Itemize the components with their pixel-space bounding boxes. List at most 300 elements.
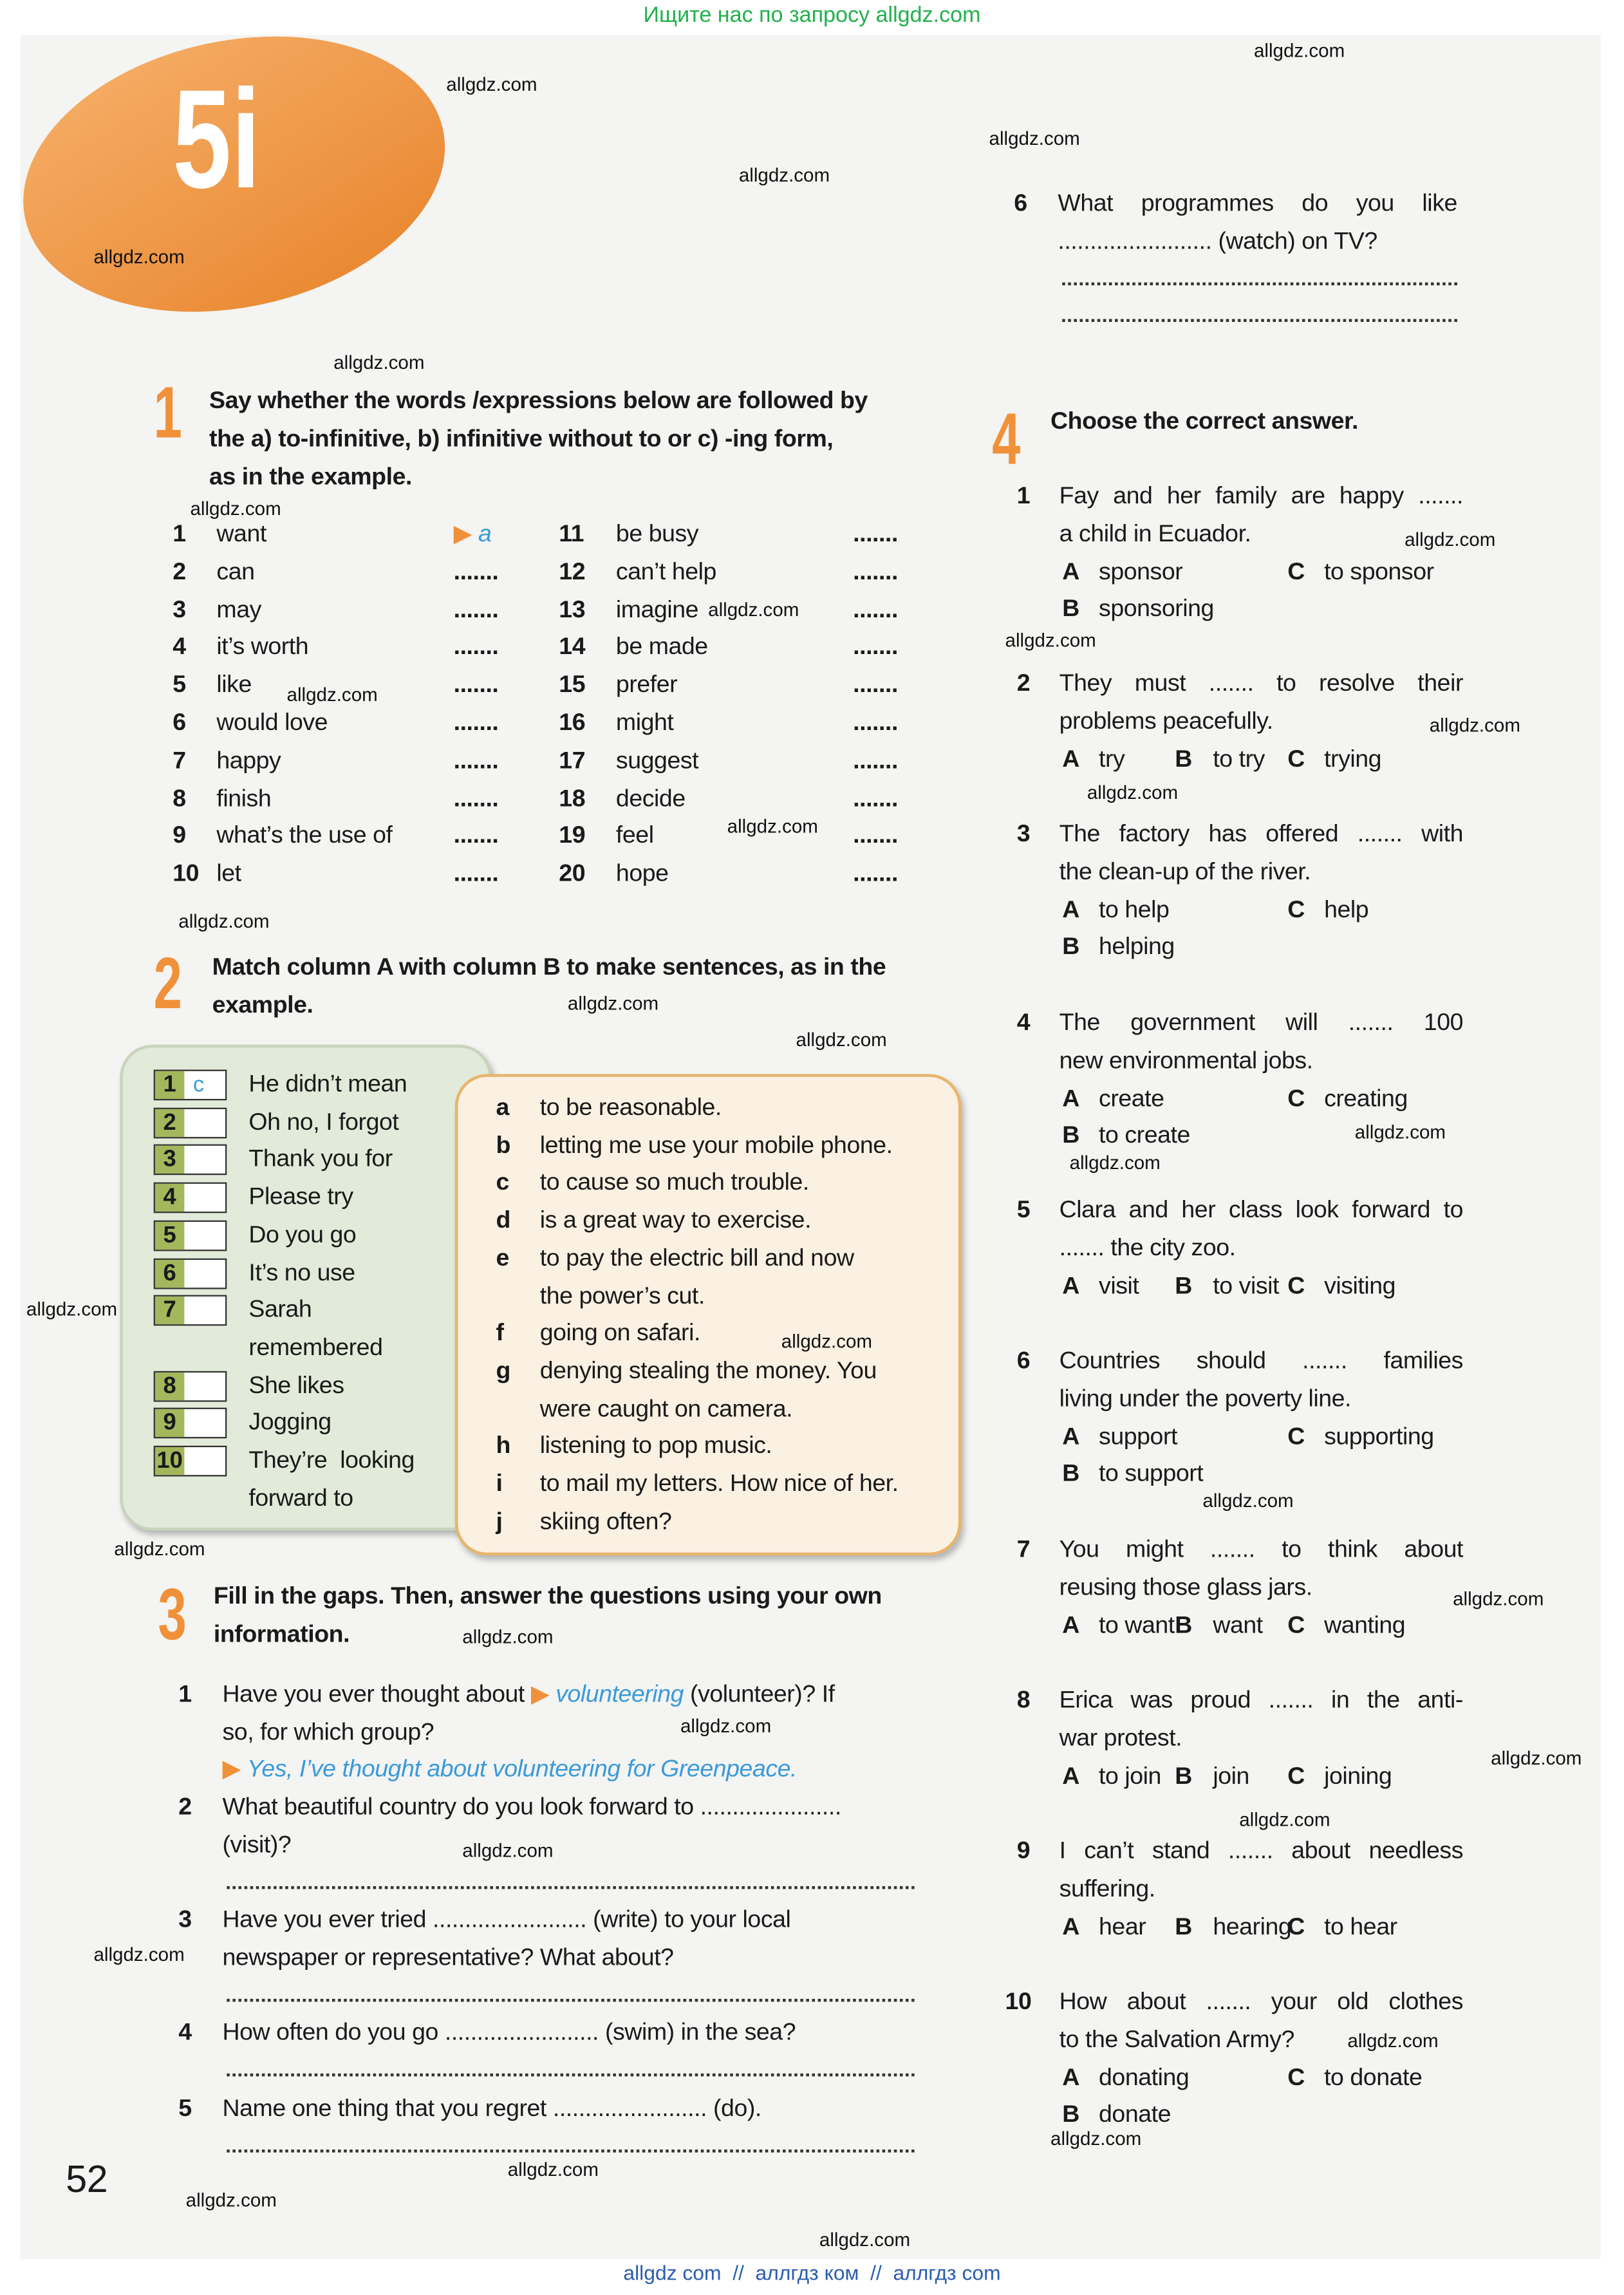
option-a[interactable] [1062,744,1125,773]
question-number: 3 [1016,821,1031,848]
option-text: visit [1099,1272,1139,1299]
watermark: allgdz.com [114,1537,205,1560]
answer-blank[interactable]: ....... [853,785,898,812]
column-b-text: were caught on camera. [539,1395,793,1422]
item-number: 8 [173,785,186,812]
item-word: can’t help [615,558,716,585]
option-letter: A [1062,896,1079,923]
column-a-text: Oh no, I forgot [248,1109,399,1136]
answer-line[interactable] [227,1999,914,2002]
option-text: sponsor [1099,558,1183,585]
option-text: join [1213,1763,1249,1789]
option-letter: A [1062,558,1079,585]
question-number: 5 [1016,1197,1031,1224]
item-word: be busy [615,521,699,548]
answer-blank[interactable]: ....... [453,634,499,661]
item-word: let [216,860,241,887]
option-b[interactable] [1062,2101,1171,2130]
option-b[interactable] [1175,1611,1263,1640]
item-word: might [615,709,674,736]
answer-blank[interactable]: ....... [853,747,898,774]
column-a-text: remembered [248,1334,383,1361]
answer-line[interactable] [227,1886,914,1889]
column-a-text: She likes [248,1372,344,1399]
match-answer-box[interactable] [154,1107,227,1138]
example-answer-sentence [222,1754,797,1783]
question-text: The factory has offered ....... with [1059,821,1463,848]
option-a[interactable] [1062,2063,1190,2092]
q-text: (volunteer)? If [684,1681,835,1708]
option-b[interactable] [1062,595,1214,624]
column-b-letter: b [496,1132,511,1159]
match-answer-box[interactable] [154,1145,227,1176]
item-word: what’s the use of [216,823,393,850]
question-number: 2 [178,1794,192,1821]
arrow-icon: ▶ [453,521,478,548]
item-number: 1 [173,521,186,548]
option-letter: A [1062,1423,1079,1450]
option-a[interactable] [1062,895,1170,924]
option-letter: C [1287,1423,1305,1450]
option-letter: A [1062,1611,1079,1638]
item-number: 10 [173,860,200,887]
question-text: You might ....... to think about [1059,1536,1463,1563]
option-text: to support [1099,1461,1204,1488]
question-number: 3 [178,1906,192,1933]
option-text: creating [1324,1085,1408,1112]
option-c[interactable] [1287,1912,1397,1941]
question-2-text: What beautiful country do you look forward to ...................... [222,1794,841,1821]
answer-blank[interactable]: ....... [453,823,499,850]
exercise-2-instruction: Match column A with column B to make sentences, as in the [212,953,886,980]
option-letter: C [1287,1763,1305,1789]
answer-line[interactable] [227,2074,914,2077]
option-letter: C [1287,1272,1305,1299]
question-3-text: newspaper or representative? What about? [222,1944,674,1971]
watermark: allgdz.com [1239,1808,1330,1831]
answer-line[interactable] [227,2150,914,2153]
option-letter: B [1062,2101,1079,2128]
watermark: allgdz.com [462,1625,554,1648]
answer-blank[interactable]: ....... [853,823,898,850]
answer-blank[interactable]: ....... [453,747,499,774]
question-6-text: What programmes do you like [1058,190,1457,217]
watermark: allgdz.com [93,1943,185,1965]
item-word: can [216,558,255,585]
question-text: war protest. [1059,1725,1182,1752]
arrow-icon: ▶ [222,1756,247,1783]
column-b-text: listening to pop music. [539,1432,772,1459]
option-letter: C [1287,1611,1305,1638]
match-number: 8 [155,1372,184,1400]
item-word: may [216,596,261,623]
answer-blank[interactable]: ....... [853,634,898,661]
item-number: 20 [559,860,586,887]
question-number: 4 [1016,1009,1031,1036]
watermark: allgdz.com [1202,1489,1294,1512]
column-a-text: Jogging [248,1409,331,1436]
question-text: How about ....... your old clothes [1059,1989,1463,2015]
item-word: would love [216,709,328,736]
match-answer-box[interactable] [154,1258,227,1289]
answer-blank[interactable]: ....... [453,596,499,623]
question-number: 1 [1016,483,1031,510]
option-letter: C [1287,558,1305,585]
question-text: living under the poverty line. [1059,1385,1352,1412]
watermark: allgdz.com [1050,2127,1142,2150]
option-b[interactable] [1175,1761,1249,1790]
question-number: 6 [1014,190,1027,217]
option-letter: C [1287,896,1305,923]
option-letter: A [1062,745,1079,773]
question-text: to the Salvation Army? [1059,2026,1294,2053]
question-text: Clara and her class look forward to [1059,1197,1463,1224]
item-number: 7 [173,747,186,774]
option-letter: B [1062,934,1079,960]
question-text: Erica was proud ....... in the anti- [1059,1687,1463,1714]
item-word: be made [615,634,708,661]
item-word: prefer [615,671,678,698]
page-number: 52 [66,2157,108,2201]
item-number: 2 [173,558,186,585]
option-a[interactable] [1062,1421,1177,1450]
column-a-text: Sarah [248,1297,312,1324]
watermark: allgdz.com [1354,1121,1446,1143]
option-text: want [1213,1611,1263,1638]
question-4-text: How often do you go ........................ (swim) in the sea? [222,2019,796,2046]
item-number: 9 [173,823,186,850]
question-text: Fay and her family are happy ....... [1059,483,1463,510]
watermark: allgdz.com [333,351,425,373]
match-answer-box[interactable] [154,1183,227,1213]
option-b[interactable] [1062,1459,1204,1488]
option-b[interactable] [1175,1912,1292,1941]
item-word: want [216,521,266,548]
question-text: suffering. [1059,1875,1155,1902]
option-c[interactable] [1287,2063,1423,2092]
option-a[interactable] [1062,1271,1139,1300]
option-text: support [1099,1423,1177,1450]
question-number: 8 [1016,1687,1031,1714]
question-text: ....... the city zoo. [1059,1234,1236,1261]
option-letter: C [1287,1085,1305,1112]
question-text: They must ....... to resolve their [1059,670,1463,697]
option-letter: B [1175,1611,1192,1638]
match-answer-box[interactable] [154,1070,227,1101]
watermark: allgdz.com [462,1839,554,1862]
option-text: donating [1099,2064,1190,2091]
example-answer-value: a [478,521,492,548]
match-answer-box[interactable] [154,1220,227,1251]
answer-blank[interactable]: ....... [853,521,898,548]
question-3-text: Have you ever tried ........................ (write) to your local [222,1906,791,1933]
exercise-1-number: 1 [153,371,182,454]
answer-blank[interactable]: ....... [453,558,499,585]
column-b-letter: f [496,1320,504,1347]
option-letter: A [1062,2064,1079,2091]
column-b-text: to pay the electric bill and now [539,1244,854,1271]
question-6-text: ........................ (watch) on TV? [1058,228,1377,255]
question-text: Countries should ....... families [1059,1347,1463,1374]
item-word: like [216,671,252,698]
column-b-text: skiing often? [539,1508,672,1535]
option-c[interactable] [1287,895,1369,924]
answer-blank[interactable]: ....... [453,785,499,812]
watermark: allgdz.com [507,2158,599,2180]
question-1-text: so, for which group? [222,1719,434,1746]
watermark: allgdz.com [567,992,659,1015]
question-text: the clean-up of the river. [1059,858,1311,885]
option-a[interactable] [1062,557,1183,586]
column-b-letter: e [496,1244,509,1271]
exercise-2-instruction: example. [212,992,313,1019]
column-b-text: is a great way to exercise. [539,1207,812,1234]
question-2-text: (visit)? [222,1831,292,1859]
question-number: 10 [1005,1989,1032,2015]
watermark: allgdz.com [1005,629,1096,651]
column-a-text: He didn’t mean [248,1071,407,1098]
question-number: 4 [178,2019,192,2046]
question-text: reusing those glass jars. [1059,1574,1312,1601]
example-answer [454,520,492,548]
match-answer-box[interactable] [154,1408,227,1439]
item-word: suggest [615,747,699,774]
option-letter: C [1287,745,1305,773]
example-answer: Yes, I’ve thought about volunteering for Greenpeace. [247,1756,798,1783]
item-word: finish [216,785,272,812]
option-text: to sponsor [1324,558,1434,585]
option-letter: B [1062,1461,1079,1488]
exercise-1-instruction: the a) to-infinitive, b) infinitive without to or c) -ing form, [209,426,834,453]
exercise-1-instruction: as in the example. [209,464,412,491]
question-number: 1 [178,1681,192,1708]
option-text: supporting [1324,1423,1434,1450]
question-text: problems peacefully. [1059,707,1273,735]
watermark: allgdz.com [185,2189,277,2211]
item-number: 17 [559,747,586,774]
option-letter: A [1062,1085,1079,1112]
question-number: 9 [1016,1837,1031,1864]
watermark: allgdz.com [819,2228,911,2251]
option-text: to want [1099,1611,1175,1638]
question-1-text [222,1680,834,1709]
example-answer: volunteering [555,1681,684,1708]
option-c[interactable] [1287,1611,1406,1640]
column-b-text: denying stealing the money. You [539,1358,877,1385]
column-b-letter: d [496,1207,511,1234]
watermark: allgdz.com [708,598,799,621]
match-number: 4 [155,1184,184,1212]
item-word: happy [216,747,281,774]
answer-blank[interactable]: ....... [853,596,898,623]
item-number: 14 [559,634,586,661]
option-b[interactable] [1062,1121,1190,1150]
top-banner: Ищите нас по запросу allgdz.com [643,3,981,28]
item-word: decide [615,785,686,812]
item-number: 5 [173,671,186,698]
option-letter: A [1062,1272,1079,1299]
option-text: visiting [1324,1272,1396,1299]
option-text: to hear [1324,1913,1397,1940]
question-text: I can’t stand ....... about needless [1059,1837,1463,1864]
answer-line[interactable] [1062,319,1457,323]
watermark: allgdz.com [1087,781,1179,803]
option-c[interactable] [1287,1271,1396,1300]
match-number: 1 [155,1071,184,1099]
column-b-text: to cause so much trouble. [539,1170,809,1196]
match-number: 10 [155,1447,184,1475]
watermark: allgdz.com [738,164,830,186]
match-number: 6 [155,1259,184,1287]
watermark: allgdz.com [781,1330,873,1353]
answer-blank[interactable]: ....... [853,558,898,585]
option-letter: A [1062,1913,1079,1940]
item-number: 18 [559,785,586,812]
item-word: hope [615,860,669,887]
column-a-text: Please try [248,1184,353,1210]
match-number: 3 [155,1147,184,1174]
question-number: 2 [1016,670,1031,697]
question-text: The government will ....... 100 [1059,1009,1463,1036]
exercise-4-instruction: Choose the correct answer. [1050,408,1359,435]
option-letter: B [1062,595,1079,623]
option-text: wanting [1324,1611,1406,1638]
item-number: 15 [559,671,586,698]
match-answer-box[interactable] [154,1446,227,1477]
column-b-letter: j [496,1508,503,1535]
watermark: allgdz.com [989,127,1080,149]
watermark: allgdz.com [727,815,818,838]
option-c[interactable] [1287,1083,1408,1112]
match-number: 5 [155,1221,184,1249]
item-number: 11 [559,521,584,548]
column-b-letter: i [496,1470,503,1497]
question-number: 6 [1016,1347,1031,1374]
option-b[interactable] [1175,1271,1279,1300]
column-b-letter: a [496,1094,509,1121]
q-text: Have you ever thought about [222,1681,531,1708]
option-text: trying [1324,745,1382,773]
column-a-text: They’re looking [248,1447,415,1474]
watermark: allgdz.com [1429,714,1520,736]
option-text: to visit [1213,1272,1279,1299]
option-b[interactable] [1062,933,1175,962]
option-a[interactable] [1062,1912,1146,1941]
item-number: 6 [173,709,186,736]
exercise-1-instruction: Say whether the words /expressions below are followed by [209,388,868,415]
question-text: a child in Ecuador. [1059,520,1251,547]
footer-banner: allgdz com // аллгдз ком // аллгдз com [623,2260,1001,2285]
watermark: allgdz.com [1069,1151,1161,1174]
option-c[interactable] [1287,744,1382,773]
option-text: sponsoring [1099,595,1214,623]
answer-blank[interactable]: ....... [453,671,499,698]
watermark: allgdz.com [680,1714,772,1738]
column-b-text: to be reasonable. [539,1094,722,1121]
watermark: allgdz.com [1253,39,1345,62]
watermark: allgdz.com [190,497,281,520]
watermark: allgdz.com [1347,2029,1439,2052]
column-a-text: It’s no use [248,1259,355,1286]
unit-badge-label: 5i [173,61,261,218]
match-number: 9 [155,1410,184,1438]
option-a[interactable] [1062,1611,1175,1640]
column-b-text: going on safari. [539,1320,700,1347]
question-number: 7 [1016,1536,1031,1563]
option-text: to create [1099,1123,1190,1150]
option-letter: B [1175,1763,1192,1789]
exercise-3-number: 3 [158,1573,187,1655]
watermark: allgdz.com [446,73,537,95]
column-b-letter: h [496,1432,511,1459]
item-number: 12 [559,558,586,585]
option-letter: C [1287,1913,1305,1940]
option-text: help [1324,896,1369,923]
option-c[interactable] [1287,1761,1392,1790]
match-answer-box[interactable] [154,1295,227,1326]
watermark: allgdz.com [1453,1588,1544,1610]
option-text: donate [1099,2101,1171,2128]
option-letter: B [1175,745,1192,773]
item-number: 4 [173,634,186,661]
exercise-2-number: 2 [153,942,182,1025]
option-letter: B [1062,1123,1079,1150]
exercise-3-instruction: Fill in the gaps. Then, answer the questions using your own [213,1583,882,1610]
arrow-icon: ▶ [530,1681,556,1708]
watermark: allgdz.com [286,683,378,706]
column-a-text: Do you go [248,1221,357,1248]
option-c[interactable] [1287,557,1434,586]
watermark: allgdz.com [93,245,185,268]
item-word: it’s worth [216,634,309,661]
option-a[interactable] [1062,1761,1161,1790]
column-b-letter: g [496,1358,511,1385]
answer-blank[interactable]: ....... [453,709,499,736]
item-word: feel [615,823,654,850]
column-a-text: forward to [248,1485,353,1512]
watermark: allgdz.com [178,910,270,932]
item-number: 16 [559,709,586,736]
option-b[interactable] [1175,744,1265,773]
match-answer: c [193,1073,205,1098]
watermark: allgdz.com [796,1028,887,1051]
item-word: imagine [615,596,699,623]
watermark: allgdz.com [26,1298,118,1320]
answer-blank[interactable]: ....... [453,860,499,887]
column-b-text: the power’s cut. [539,1282,705,1309]
option-text: joining [1324,1763,1392,1789]
question-number: 5 [178,2095,192,2122]
option-a[interactable] [1062,1083,1164,1112]
option-letter: C [1287,2064,1305,2091]
option-letter: B [1175,1272,1192,1299]
answer-blank[interactable]: ....... [853,671,898,698]
answer-blank[interactable]: ....... [853,860,898,887]
item-number: 19 [559,823,586,850]
watermark: allgdz.com [1491,1747,1582,1770]
option-text: hear [1099,1913,1146,1940]
match-answer-box[interactable] [154,1371,227,1401]
match-number: 7 [155,1297,184,1324]
watermark: allgdz.com [1405,528,1496,550]
option-c[interactable] [1287,1421,1434,1450]
answer-line[interactable] [1062,283,1457,286]
answer-blank[interactable]: ....... [853,709,898,736]
option-text: to join [1099,1763,1161,1789]
column-b-text: to mail my letters. How nice of her. [539,1470,899,1497]
option-text: to donate [1324,2064,1423,2091]
option-text: hearing [1213,1913,1292,1940]
